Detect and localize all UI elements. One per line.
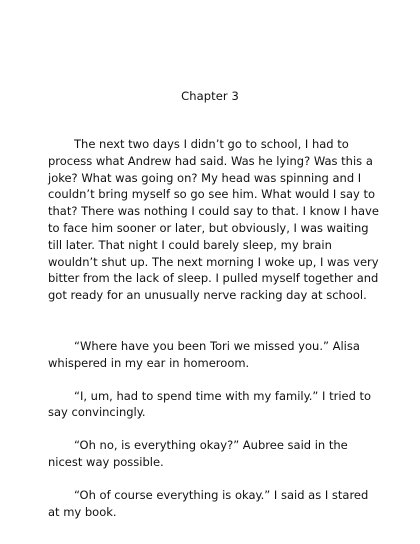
chapter-title: Chapter 3 <box>181 89 239 103</box>
dialogue-paragraph-tori-reply: “I, um, had to spend time with my family.” I tried to say convincingly. <box>48 388 372 420</box>
narrative-paragraph: The next two days I didn’t go to school, I had to process what Andrew had said. Was he lying? Was this a joke? What was going on? My head was spinning and I couldn’t bring myself so go see him. What would I say to that? There was nothing I could say to that. I know I have to face him sooner or later, but obviously, I was waiting till later. That night I could barely sleep, my brain wouldn’t shut up. The next morning I woke up, I was very bitter from the lack of sleep. I pulled myself together and got ready for an unusually nerve racking day at school. <box>48 137 379 303</box>
dialogue-paragraph-aubree: “Oh no, is everything okay?” Aubree said in the nicest way possible. <box>48 438 348 469</box>
dialogue-paragraph-alisa: “Where have you been Tori we missed you.” Alisa whispered in my ear in homeroom. <box>48 338 360 370</box>
chapter-body <box>48 136 380 520</box>
dialogue-paragraph-tori-final: “Oh of course everything is okay.” I said as I stared at my book. <box>48 487 369 519</box>
